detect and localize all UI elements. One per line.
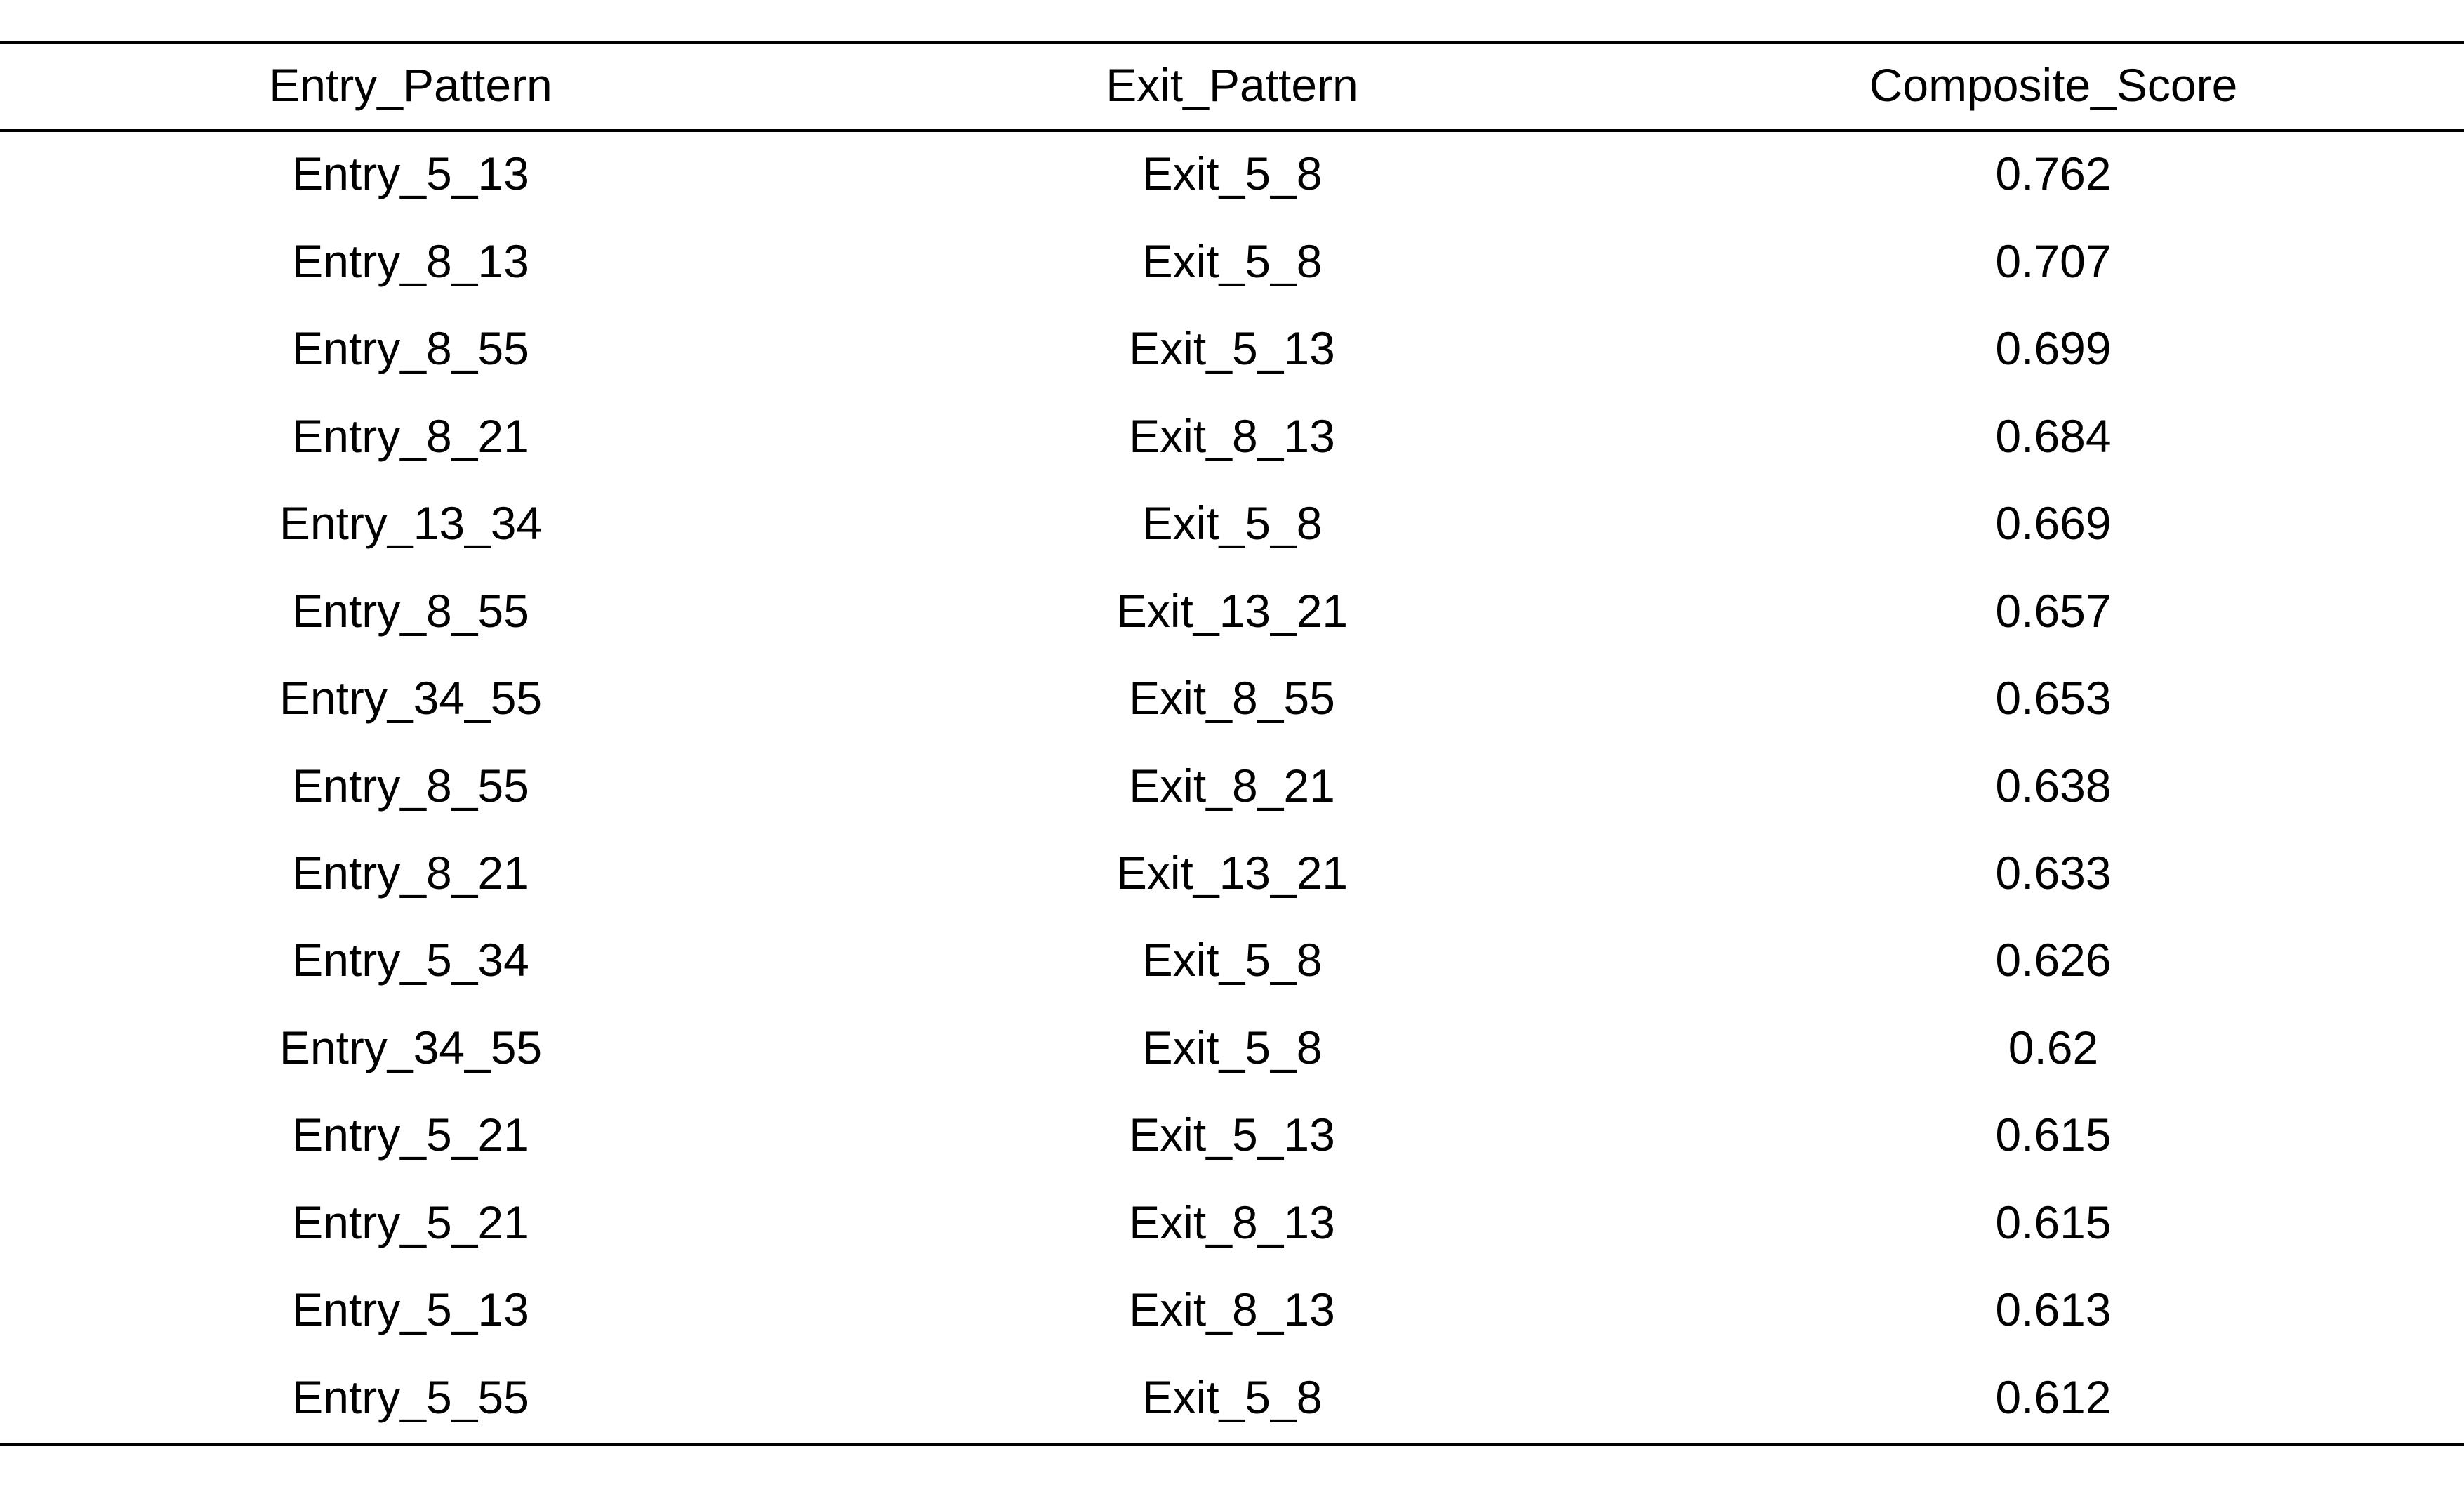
table-row bbox=[0, 219, 2464, 306]
entry-pattern-cell: Entry_5_21 bbox=[292, 1109, 529, 1161]
entry-pattern-cell: Entry_5_13 bbox=[292, 147, 529, 200]
composite-score-cell: 0.615 bbox=[1995, 1109, 2112, 1161]
entry-pattern-cell: Entry_8_21 bbox=[292, 409, 529, 462]
table-row bbox=[0, 918, 2464, 1005]
table-row bbox=[0, 1268, 2464, 1355]
entry-pattern-cell: Entry_5_34 bbox=[292, 934, 529, 986]
exit-pattern-cell: Exit_8_13 bbox=[1129, 1196, 1335, 1248]
table-row bbox=[0, 831, 2464, 918]
table-row bbox=[0, 482, 2464, 569]
composite-score-cell: 0.653 bbox=[1995, 672, 2112, 725]
composite-score-cell: 0.615 bbox=[1995, 1196, 2112, 1248]
composite-score-cell: 0.707 bbox=[1995, 234, 2112, 287]
composite-score-cell: 0.669 bbox=[1995, 497, 2112, 550]
entry-pattern-cell: Entry_8_55 bbox=[292, 759, 529, 812]
entry-pattern-cell: Entry_8_13 bbox=[292, 234, 529, 287]
table-row bbox=[0, 394, 2464, 481]
top-margin bbox=[0, 0, 2464, 41]
exit-pattern-cell: Exit_5_13 bbox=[1129, 1109, 1335, 1161]
exit-pattern-cell: Exit_13_21 bbox=[1115, 584, 1349, 637]
table-row bbox=[0, 307, 2464, 394]
entry-pattern-cell: Entry_34_55 bbox=[279, 672, 543, 725]
exit-pattern-cell: Exit_5_13 bbox=[1129, 322, 1335, 375]
entry-pattern-cell: Entry_5_55 bbox=[292, 1370, 529, 1423]
table-body bbox=[0, 132, 2464, 1443]
entry-pattern-cell: Entry_8_55 bbox=[292, 584, 529, 637]
composite-score-cell: 0.613 bbox=[1995, 1283, 2112, 1336]
entry-pattern-cell: Entry_5_21 bbox=[292, 1196, 529, 1248]
exit-pattern-cell: Exit_5_8 bbox=[1141, 934, 1323, 986]
composite-score-cell: 0.699 bbox=[1995, 322, 2112, 375]
column-header-exit-pattern: Exit_Pattern bbox=[1106, 58, 1358, 111]
table-row bbox=[0, 1356, 2464, 1443]
exit-pattern-cell: Exit_8_13 bbox=[1129, 1283, 1335, 1336]
composite-score-cell: 0.62 bbox=[2008, 1021, 2099, 1073]
composite-score-cell: 0.684 bbox=[1995, 409, 2112, 462]
column-header-entry-pattern: Entry_Pattern bbox=[269, 58, 552, 111]
table-row bbox=[0, 569, 2464, 656]
exit-pattern-cell: Exit_13_21 bbox=[1115, 846, 1349, 899]
table-row bbox=[0, 656, 2464, 744]
exit-pattern-cell: Exit_8_13 bbox=[1129, 409, 1335, 462]
entry-pattern-cell: Entry_8_55 bbox=[292, 322, 529, 375]
exit-pattern-cell: Exit_5_8 bbox=[1141, 234, 1323, 287]
composite-score-cell: 0.612 bbox=[1995, 1370, 2112, 1423]
composite-score-cell: 0.633 bbox=[1995, 846, 2112, 899]
bottom-rule bbox=[0, 1443, 2464, 1446]
entry-pattern-cell: Entry_13_34 bbox=[279, 497, 543, 550]
table-row bbox=[0, 132, 2464, 219]
header-row bbox=[0, 44, 2464, 129]
composite-score-cell: 0.638 bbox=[1995, 759, 2112, 812]
entry-pattern-cell: Entry_5_13 bbox=[292, 1283, 529, 1336]
composite-score-cell: 0.657 bbox=[1995, 584, 2112, 637]
exit-pattern-cell: Exit_5_8 bbox=[1141, 1021, 1323, 1073]
exit-pattern-cell: Exit_5_8 bbox=[1141, 1370, 1323, 1423]
exit-pattern-cell: Exit_8_21 bbox=[1129, 759, 1335, 812]
composite-score-cell: 0.762 bbox=[1995, 147, 2112, 200]
table-row bbox=[0, 744, 2464, 831]
exit-pattern-cell: Exit_8_55 bbox=[1129, 672, 1335, 725]
table-row bbox=[0, 1093, 2464, 1180]
table-row bbox=[0, 1181, 2464, 1268]
exit-pattern-cell: Exit_5_8 bbox=[1141, 147, 1323, 200]
table-row bbox=[0, 1006, 2464, 1093]
entry-pattern-cell: Entry_34_55 bbox=[279, 1021, 543, 1073]
exit-pattern-cell: Exit_5_8 bbox=[1141, 497, 1323, 550]
entry-pattern-cell: Entry_8_21 bbox=[292, 846, 529, 899]
composite-score-cell: 0.626 bbox=[1995, 934, 2112, 986]
column-header-composite-score: Composite_Score bbox=[1869, 58, 2238, 111]
